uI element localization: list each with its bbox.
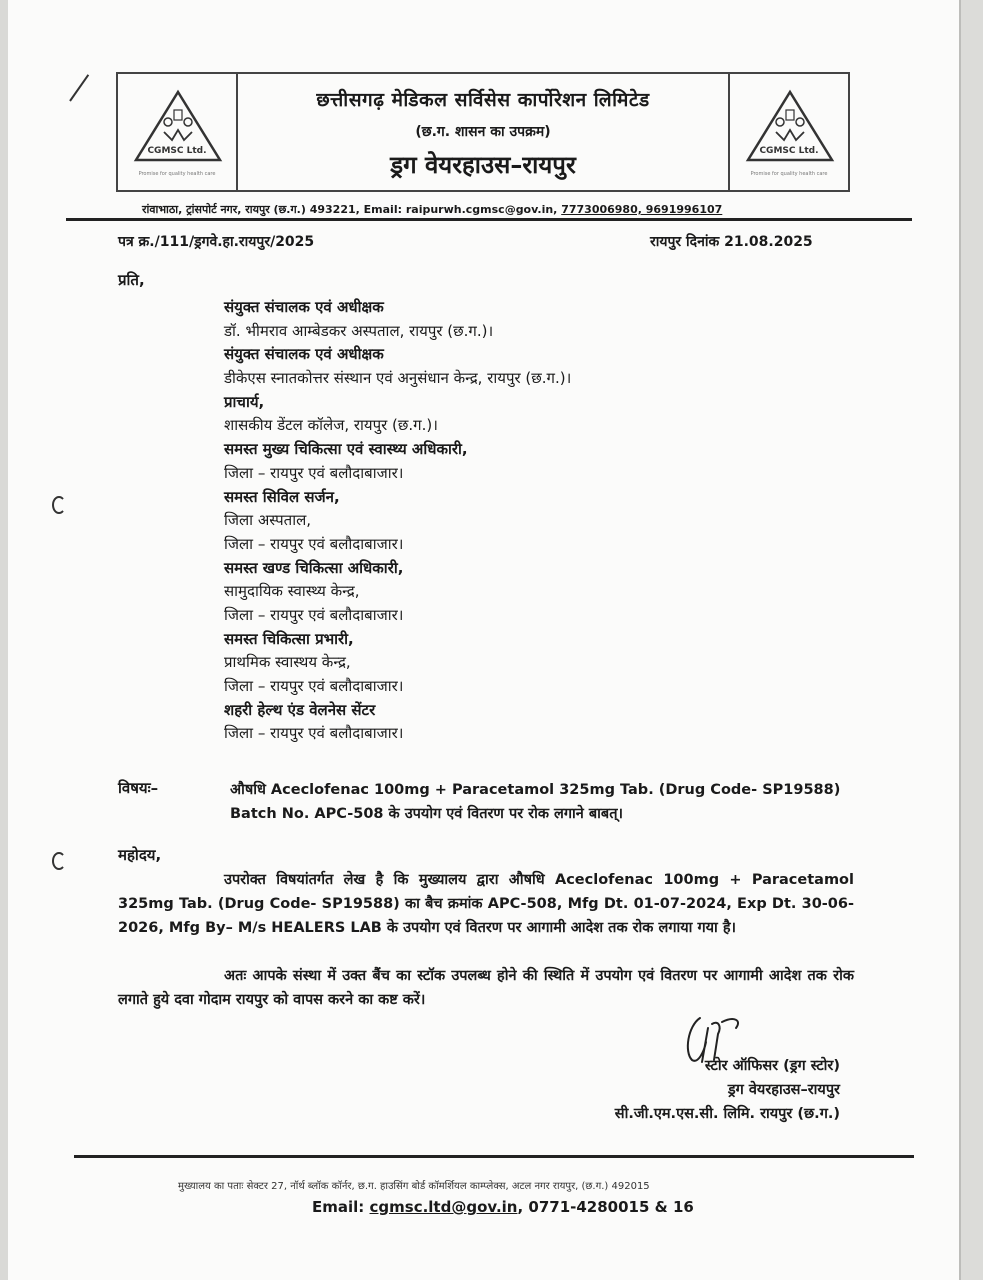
addressee-location: जिला – रायपुर एवं बलौदाबाजार। bbox=[224, 534, 404, 553]
addressee-location: जिला अस्पताल, bbox=[224, 511, 312, 530]
footer-phone: , 0771-4280015 & 16 bbox=[517, 1198, 694, 1216]
punch-hole-mark bbox=[52, 852, 66, 870]
letterhead-address bbox=[142, 202, 722, 217]
org-subtitle: (छ.ग. शासन का उपक्रम) bbox=[415, 124, 551, 140]
footer-contact bbox=[312, 1198, 694, 1216]
addressee-location: डॉ. भीमराव आम्बेडकर अस्पताल, रायपुर (छ.ग.)। bbox=[224, 321, 494, 340]
addressee-title: समस्त खण्ड चिकित्सा अधिकारी, bbox=[224, 558, 404, 577]
addressee-title: संयुक्त संचालक एवं अधीक्षक bbox=[224, 345, 384, 364]
addressee-location: जिला – रायपुर एवं बलौदाबाजार। bbox=[224, 724, 404, 743]
logo-tagline: Promise for quality health care bbox=[138, 171, 216, 177]
subject-label: विषयः– bbox=[118, 779, 159, 797]
addressee-title: शहरी हेल्थ एंड वेलनेस सेंटर bbox=[224, 700, 376, 719]
addressee-location: जिला – रायपुर एवं बलौदाबाजार। bbox=[224, 463, 404, 482]
addressee-location: प्राथमिक स्वास्थय केन्द्र, bbox=[224, 653, 351, 672]
footer-divider bbox=[74, 1155, 914, 1158]
letterhead bbox=[116, 72, 850, 192]
footer-email-link[interactable]: cgmsc.ltd@gov.in bbox=[369, 1198, 518, 1216]
addressee-list bbox=[224, 296, 824, 746]
addressee-title: समस्त सिविल सर्जन, bbox=[224, 487, 340, 506]
footer-email-label: Email: bbox=[312, 1198, 365, 1216]
body-paragraph-1: उपरोक्त विषयांतर्गत लेख है कि मुख्यालय द्वारा औषधि Aceclofenac 100mg + Paracetamol 325mg Tab. (Drug Code- SP19588) का बैच क्रमांक APC-508, Mfg Dt. 01-07-2024, Exp Dt. 30-06-2026, Mfg By– M/s HEALERS LAB के उपयोग एवं वितरण पर आगामी आदेश तक रोक लगाया गया है। bbox=[118, 872, 854, 936]
logo-left bbox=[118, 74, 238, 190]
scan-edge-right bbox=[959, 0, 983, 1280]
signature-block bbox=[540, 1054, 840, 1126]
reference-number: पत्र क्र./111/ड्रगवे.हा.रायपुर/2025 bbox=[118, 234, 315, 250]
body-paragraph-2: अतः आपके संस्था में उक्त बैंच का स्टॉक उपलब्ध होने की स्थिति में उपयोग एवं वितरण पर आगामी आदेश तक रोक लगाते हुये दवा गोदाम रायपुर को वापस करने का कष्ट करें। bbox=[118, 968, 854, 1008]
logo-text: CGMSC Ltd. bbox=[147, 146, 207, 156]
addressee-location: जिला – रायपुर एवं बलौदाबाजार। bbox=[224, 605, 404, 624]
subject-text: औषधि Aceclofenac 100mg + Paracetamol 325mg Tab. (Drug Code- SP19588) Batch No. APC-508 के उपयोग एवं वितरण पर रोक लगाने बाबत्। bbox=[230, 782, 841, 822]
addressee-location: सामुदायिक स्वास्थ्य केन्द्र, bbox=[224, 582, 360, 601]
signatory-organisation: सी.जी.एम.एस.सी. लिमि. रायपुर (छ.ग.) bbox=[614, 1106, 840, 1122]
logo-tagline: Promise for quality health care bbox=[750, 171, 828, 177]
email-link[interactable]: raipurwh.cgmsc@gov.in, bbox=[405, 203, 558, 216]
addressee-title: संयुक्त संचालक एवं अधीक्षक bbox=[224, 298, 384, 316]
salutation: महोदय, bbox=[118, 846, 162, 864]
logo-text: CGMSC Ltd. bbox=[759, 146, 819, 156]
footer-hq-address: मुख्यालय का पताः सेक्टर 27, नॉर्थ ब्लॉक कॉर्नर, छ.ग. हाउसिंग बोर्ड कॉमर्शियल काम्प्लेक्स, अटल नगर रायपुर, (छ.ग.) 492015 bbox=[178, 1181, 650, 1192]
email-label: Email: bbox=[363, 203, 402, 216]
phone-numbers[interactable]: 7773006980, 9691996107 bbox=[561, 203, 723, 216]
header-divider bbox=[66, 218, 912, 221]
addressee-location: शासकीय डेंटल कॉलेज, रायपुर (छ.ग.)। bbox=[224, 416, 438, 435]
signatory-office: ड्रग वेयरहाउस–रायपुर bbox=[727, 1082, 840, 1098]
scan-edge-left bbox=[0, 0, 8, 1280]
to-label: प्रति, bbox=[118, 271, 145, 289]
addressee-title: समस्त मुख्य चिकित्सा एवं स्वास्थ्य अधिकारी, bbox=[224, 440, 468, 459]
punch-hole-mark bbox=[52, 496, 66, 514]
address-text: रांवाभाठा, ट्रांसपोर्ट नगर, रायपुर (छ.ग.) 493221, bbox=[142, 203, 360, 216]
addressee-title: प्राचार्य, bbox=[224, 392, 265, 411]
logo-right bbox=[728, 74, 848, 190]
org-name: छत्तीसगढ़ मेडिकल सर्विसेस कार्पोरेशन लिमिटेड bbox=[316, 89, 650, 111]
addressee-location: डीकेएस स्नातकोत्तर संस्थान एवं अनुसंधान केन्द्र, रायपुर (छ.ग.)। bbox=[224, 369, 572, 388]
unit-name: ड्रग वेयरहाउस–रायपुर bbox=[390, 151, 576, 179]
signatory-designation: स्टोर ऑफिसर (ड्रग स्टोर) bbox=[704, 1058, 840, 1074]
letter-date: रायपुर दिनांक 21.08.2025 bbox=[650, 234, 813, 250]
addressee-location: जिला – रायपुर एवं बलौदाबाजार। bbox=[224, 677, 404, 695]
addressee-title: समस्त चिकित्सा प्रभारी, bbox=[224, 629, 354, 648]
